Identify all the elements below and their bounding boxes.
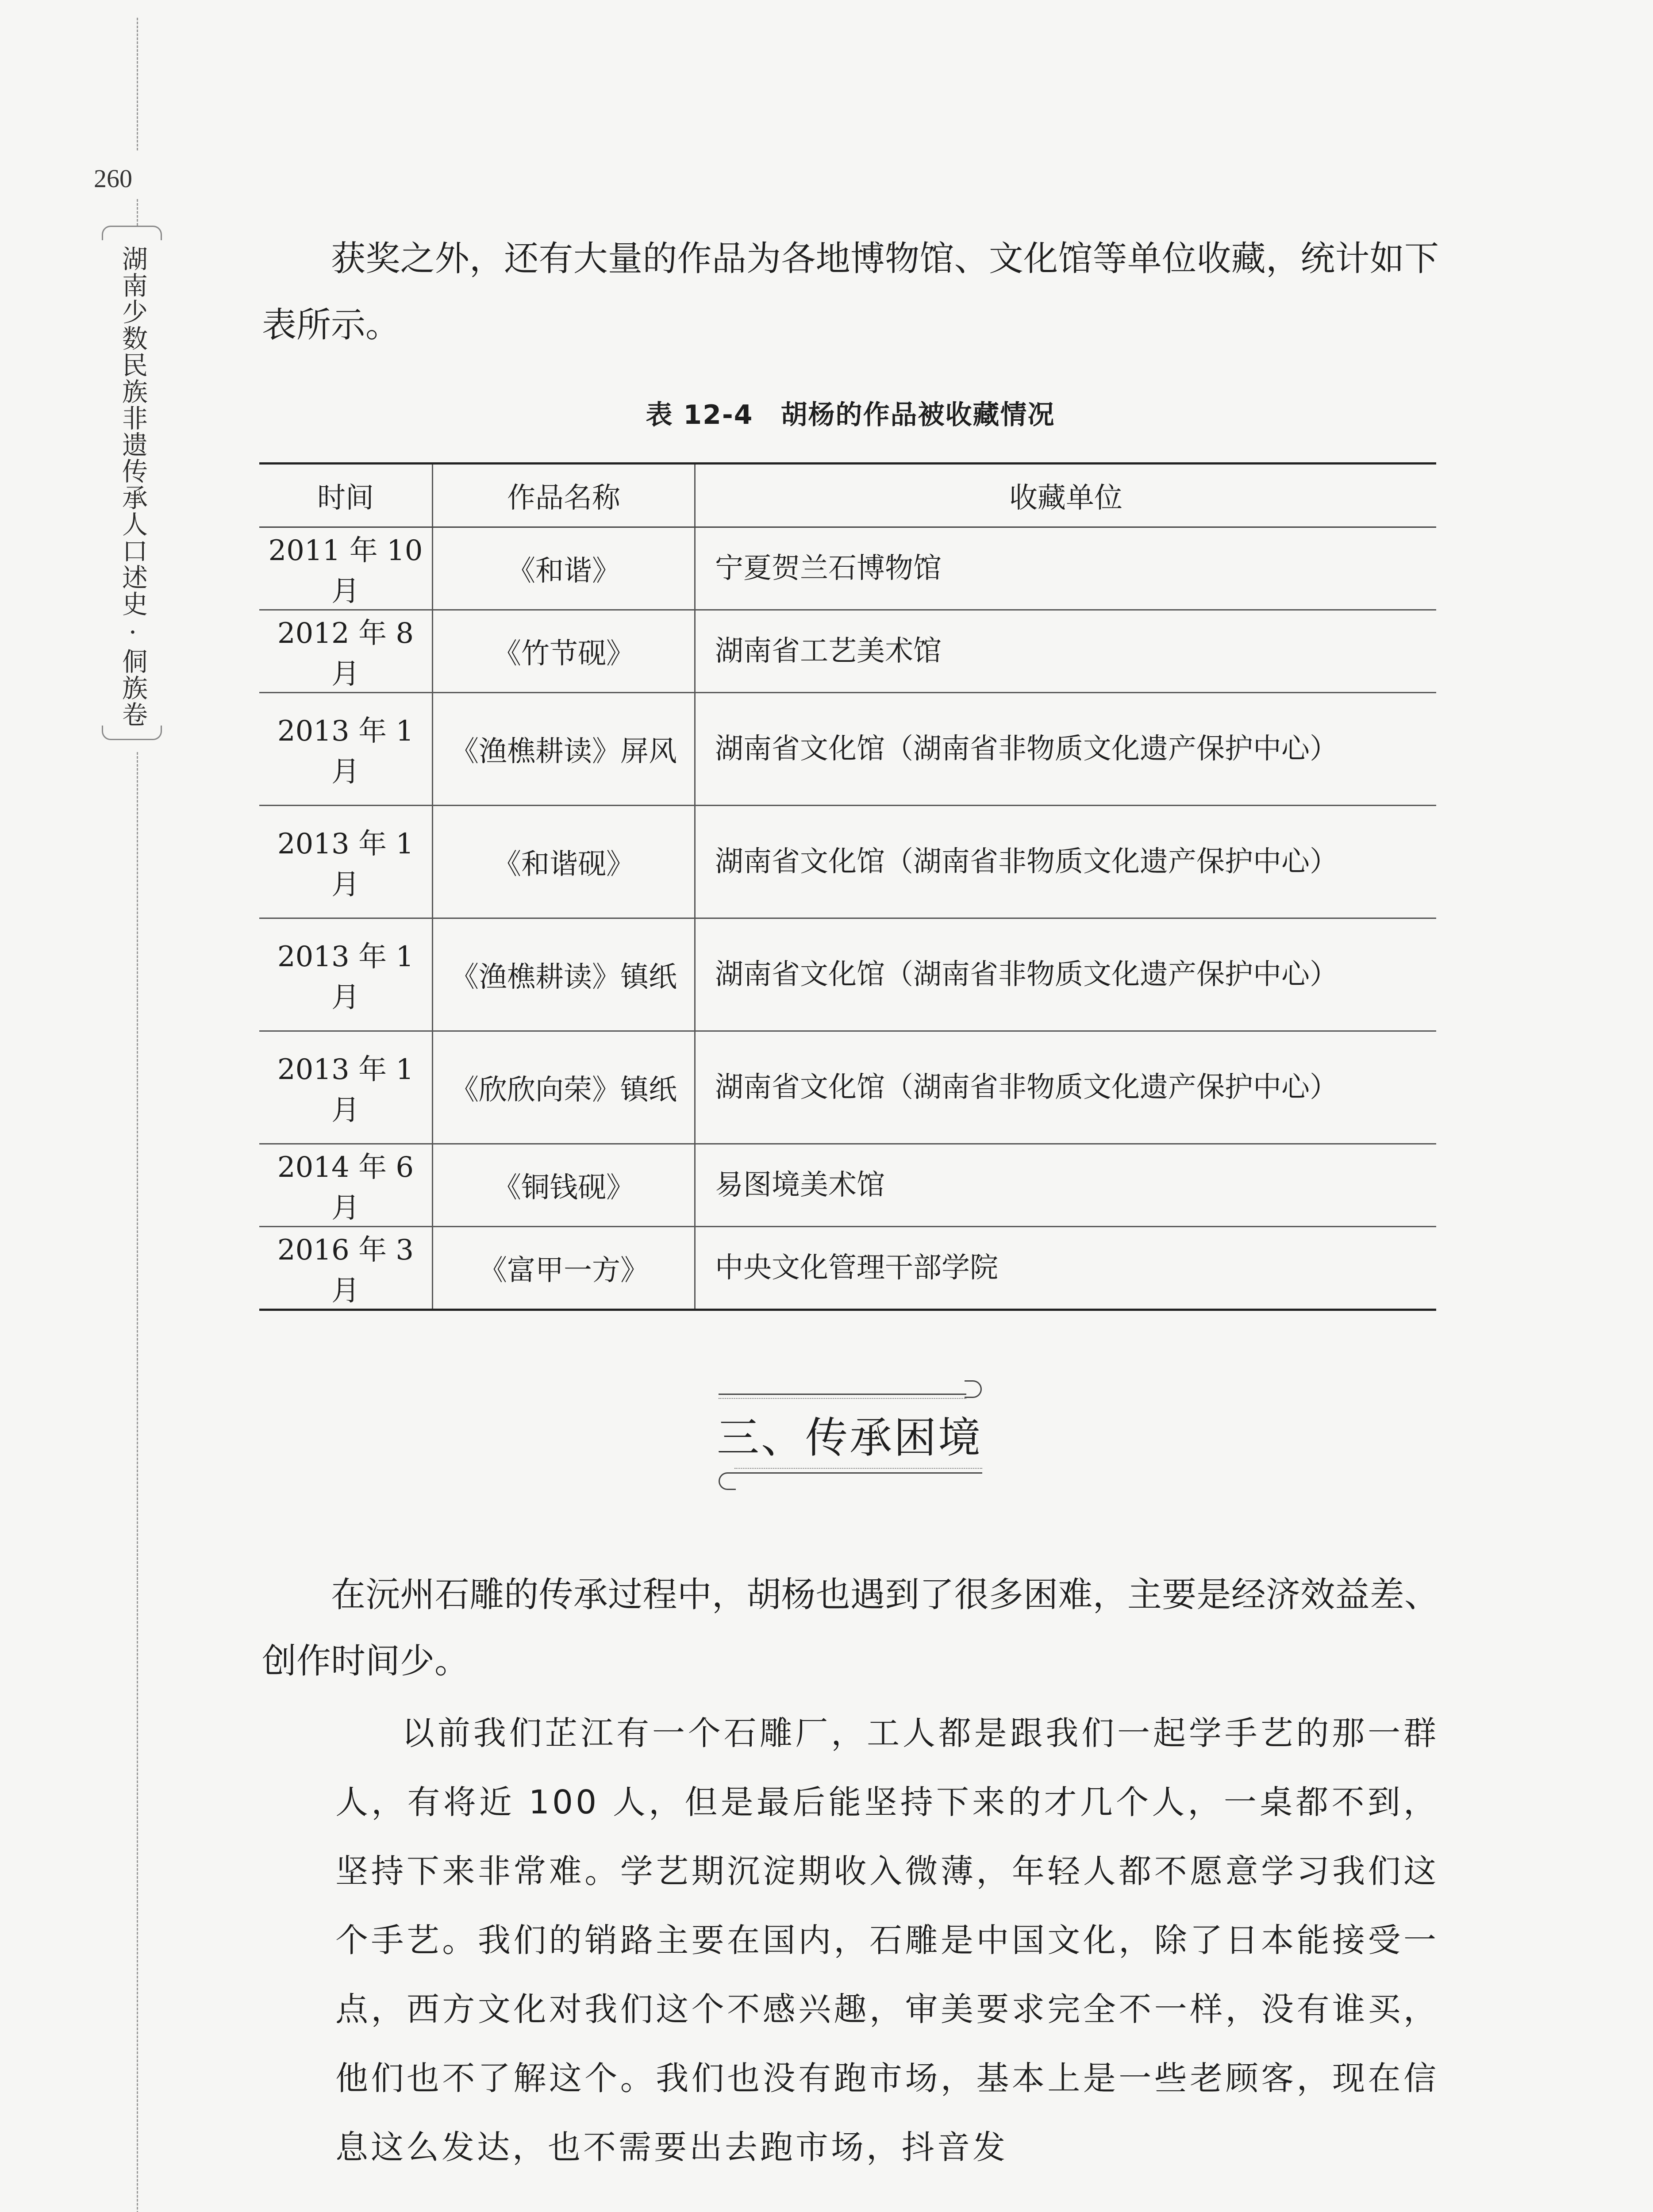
sidebar-rule-bottom bbox=[137, 752, 138, 2212]
cell-time: 2013 年 1 月 bbox=[259, 806, 433, 918]
cell-time: 2013 年 1 月 bbox=[259, 1031, 433, 1144]
cell-collector: 湖南省文化馆（湖南省非物质文化遗产保护中心） bbox=[695, 918, 1437, 1031]
cell-collector: 湖南省文化馆（湖南省非物质文化遗产保护中心） bbox=[695, 806, 1437, 918]
sidebar-rule-mid bbox=[137, 199, 138, 226]
table-row bbox=[259, 693, 1436, 806]
cell-time: 2013 年 1 月 bbox=[259, 693, 433, 806]
collection-table bbox=[259, 462, 1436, 1311]
header-time: 时间 bbox=[259, 464, 433, 527]
sidebar-rule-top bbox=[137, 18, 138, 150]
cell-collector: 湖南省文化馆（湖南省非物质文化遗产保护中心） bbox=[695, 1031, 1437, 1144]
table-row bbox=[259, 918, 1436, 1031]
section-heading: 三、传承困境 bbox=[717, 1413, 982, 1463]
cell-work: 《欣欣向荣》镇纸 bbox=[433, 1031, 695, 1144]
cell-time: 2012 年 8 月 bbox=[259, 610, 433, 693]
page-number: 260 bbox=[94, 164, 132, 193]
table-row bbox=[259, 1144, 1436, 1227]
cell-time: 2013 年 1 月 bbox=[259, 918, 433, 1031]
ornament-rule-top bbox=[719, 1394, 966, 1395]
cell-work: 《竹节砚》 bbox=[433, 610, 695, 693]
ornament-rule-bottom bbox=[734, 1472, 982, 1474]
intro-paragraph: 获奖之外，还有大量的作品为各地博物馆、文化馆等单位收藏，统计如下表所示。 bbox=[262, 239, 1439, 345]
header-collector: 收藏单位 bbox=[695, 464, 1437, 527]
sidebar-bracket-bottom bbox=[102, 726, 162, 740]
ornament-dots-bottom bbox=[734, 1468, 982, 1469]
cell-collector: 宁夏贺兰石博物馆 bbox=[695, 527, 1437, 610]
cell-work: 《渔樵耕读》屏风 bbox=[433, 693, 695, 806]
table-row bbox=[259, 527, 1436, 610]
cell-collector: 湖南省文化馆（湖南省非物质文化遗产保护中心） bbox=[695, 693, 1437, 806]
ornament-curl-top bbox=[965, 1380, 982, 1398]
table-row bbox=[259, 1227, 1436, 1310]
cell-time: 2016 年 3 月 bbox=[259, 1227, 433, 1310]
table-row bbox=[259, 806, 1436, 918]
cell-collector: 中央文化管理干部学院 bbox=[695, 1227, 1437, 1310]
table-header-row bbox=[259, 464, 1436, 527]
section-heading-block bbox=[717, 1376, 982, 1504]
table-row bbox=[259, 610, 1436, 693]
ornament-dots-top bbox=[719, 1398, 966, 1399]
running-title: 湖南少数民族非遗传承人口述史·侗族卷 bbox=[118, 246, 148, 728]
cell-collector: 湖南省工艺美术馆 bbox=[695, 610, 1437, 693]
cell-work: 《渔樵耕读》镇纸 bbox=[433, 918, 695, 1031]
header-work-name: 作品名称 bbox=[433, 464, 695, 527]
table-row bbox=[259, 1031, 1436, 1144]
cell-time: 2014 年 6 月 bbox=[259, 1144, 433, 1227]
oral-account-quote: 以前我们芷江有一个石雕厂，工人都是跟我们一起学手艺的那一群人，有将近 100 人，但是最后能坚持下来的才几个人，一桌都不到，坚持下来非常难。学艺期沉淀期收入微薄，年轻人都不愿意学习我们这个手艺。我们的销路主要在国内，石雕是中国文化，除了日本能接受一点，西方文化对我们这个不感兴趣，审美要求完全不一样，没有谁买，他们也不了解这个。我们也没有跑市场，基本上是一些老顾客，现在信息这么发达，也不需要出去跑市场，抖音发 bbox=[335, 1714, 1439, 2166]
cell-collector: 易图境美术馆 bbox=[695, 1144, 1437, 1227]
cell-work: 《和谐》 bbox=[433, 527, 695, 610]
sidebar-bracket-top bbox=[102, 226, 162, 240]
ornament-curl-bottom bbox=[719, 1472, 736, 1490]
table-caption: 表 12-4 胡杨的作品被收藏情况 bbox=[646, 399, 1055, 430]
cell-work: 《铜钱砚》 bbox=[433, 1144, 695, 1227]
cell-time: 2011 年 10 月 bbox=[259, 527, 433, 610]
cell-work: 《和谐砚》 bbox=[433, 806, 695, 918]
section-paragraph: 在沅州石雕的传承过程中，胡杨也遇到了很多困难，主要是经济效益差、创作时间少。 bbox=[262, 1575, 1439, 1681]
cell-work: 《富甲一方》 bbox=[433, 1227, 695, 1310]
